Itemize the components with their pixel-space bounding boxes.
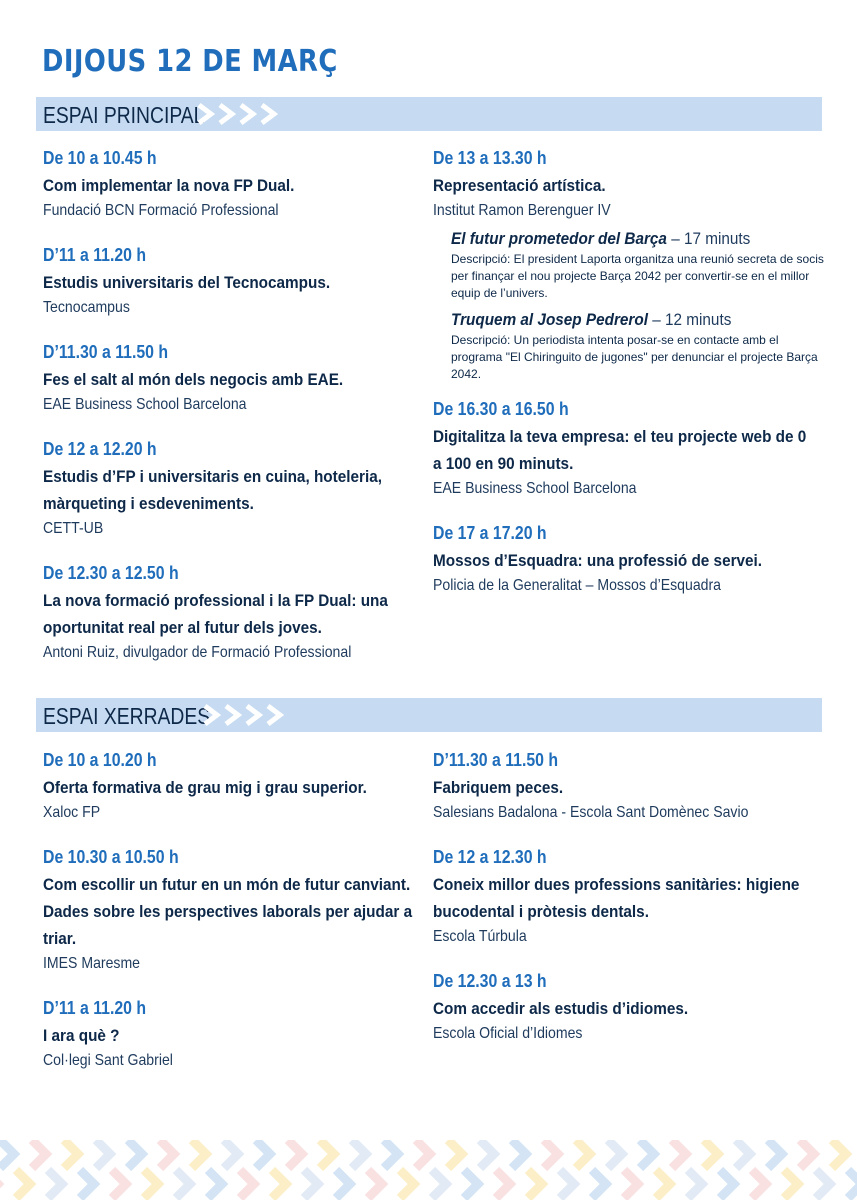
event-title: Mossos d’Esquadra: una professió de servei. bbox=[433, 551, 763, 570]
event-item bbox=[43, 561, 415, 665]
event-title: Oferta formativa de grau mig i grau superior. bbox=[43, 778, 367, 797]
chevron-mark bbox=[256, 1140, 270, 1168]
event-time: De 12 a 12.30 h bbox=[433, 847, 547, 867]
event-organizer: EAE Business School Barcelona bbox=[43, 396, 247, 413]
chevron-mark bbox=[208, 1170, 222, 1198]
chevron-mark bbox=[720, 1170, 734, 1198]
chevron-pattern-icon bbox=[0, 1140, 857, 1200]
event-time: De 13 a 13.30 h bbox=[433, 148, 547, 168]
event-title: Com accedir als estudis d’idiomes. bbox=[433, 999, 689, 1018]
event-item bbox=[43, 243, 415, 320]
chevron-mark bbox=[848, 1170, 857, 1198]
event-title: Coneix millor dues professions sanitàries: higiene bucodental i pròtesis dentals. bbox=[433, 875, 800, 921]
event-time: De 10 a 10.45 h bbox=[43, 148, 157, 168]
chevron-mark bbox=[592, 1170, 606, 1198]
event-organizer: Salesians Badalona - Escola Sant Domènec Savio bbox=[433, 804, 749, 821]
event-item bbox=[43, 437, 415, 541]
chevron-mark bbox=[48, 1170, 62, 1198]
chevron-mark bbox=[0, 1140, 14, 1168]
chevron-mark bbox=[640, 1140, 654, 1168]
performance-description: Descripció: El president Laporta organitza una reunió secreta de socis per finançar el nou projecte Barça 2042 per convertir-se en el millor equip de l’univers. bbox=[451, 252, 824, 300]
chevron-mark bbox=[752, 1170, 766, 1198]
event-organizer: Escola Túrbula bbox=[433, 928, 527, 945]
event-item bbox=[43, 748, 415, 825]
chevron-mark bbox=[224, 1140, 238, 1168]
event-title: Estudis d’FP i universitaris en cuina, hoteleria, màrqueting i esdeveniments. bbox=[43, 467, 382, 513]
chevron-mark bbox=[176, 1170, 190, 1198]
event-time: De 10 a 10.20 h bbox=[43, 750, 157, 770]
event-item bbox=[433, 748, 813, 825]
chevron-mark bbox=[128, 1140, 142, 1168]
event-item bbox=[433, 969, 813, 1046]
chevron-mark bbox=[496, 1170, 510, 1198]
decorative-chevron-band bbox=[0, 1140, 857, 1200]
event-title: Digitalitza la teva empresa: el teu projecte web de 0 a 100 en 90 minuts. bbox=[433, 427, 807, 473]
xerrades-left-column bbox=[43, 748, 415, 1093]
chevron-mark bbox=[688, 1170, 702, 1198]
event-item bbox=[43, 340, 415, 417]
event-time: D’11 a 11.20 h bbox=[43, 245, 147, 265]
section-label: ESPAI PRINCIPAL bbox=[43, 102, 205, 128]
chevron-mark bbox=[832, 1140, 846, 1168]
chevron-mark bbox=[368, 1170, 382, 1198]
chevron-mark bbox=[352, 1140, 366, 1168]
event-item bbox=[433, 146, 824, 383]
chevron-mark bbox=[384, 1140, 398, 1168]
performance-item bbox=[451, 227, 824, 302]
section-label: ESPAI XERRADES bbox=[43, 703, 211, 729]
performance-item bbox=[451, 308, 818, 383]
event-time: De 17 a 17.20 h bbox=[433, 523, 547, 543]
chevron-mark bbox=[512, 1140, 526, 1168]
event-item bbox=[43, 996, 415, 1073]
chevron-mark bbox=[464, 1170, 478, 1198]
chevron-mark bbox=[144, 1170, 158, 1198]
event-item bbox=[43, 146, 415, 223]
performance-duration: – 17 minuts bbox=[671, 229, 751, 248]
chevron-mark bbox=[800, 1140, 814, 1168]
section-header-espai-xerrades bbox=[36, 698, 822, 732]
event-title: Fabriquem peces. bbox=[433, 778, 564, 797]
chevron-mark bbox=[64, 1140, 78, 1168]
chevron-mark bbox=[480, 1140, 494, 1168]
event-time: De 10.30 a 10.50 h bbox=[43, 847, 179, 867]
event-item bbox=[433, 397, 813, 501]
chevron-mark bbox=[544, 1140, 558, 1168]
chevron-mark bbox=[288, 1140, 302, 1168]
event-title: Estudis universitaris del Tecnocampus. bbox=[43, 273, 331, 292]
chevron-mark bbox=[96, 1140, 110, 1168]
chevron-mark bbox=[112, 1170, 126, 1198]
event-time: D’11.30 a 11.50 h bbox=[43, 342, 169, 362]
principal-left-column bbox=[43, 146, 415, 685]
event-title: Com implementar la nova FP Dual. bbox=[43, 176, 295, 195]
day-title: DIJOUS 12 DE MARÇ bbox=[42, 44, 338, 79]
chevron-mark bbox=[320, 1140, 334, 1168]
event-time: De 12 a 12.20 h bbox=[43, 439, 157, 459]
chevron-mark bbox=[576, 1140, 590, 1168]
performance-duration: – 12 minuts bbox=[652, 310, 732, 329]
chevron-mark bbox=[272, 1170, 286, 1198]
chevron-mark bbox=[240, 1170, 254, 1198]
chevron-mark bbox=[80, 1170, 94, 1198]
chevron-mark bbox=[432, 1170, 446, 1198]
event-organizer: Policia de la Generalitat – Mossos d’Esquadra bbox=[433, 577, 722, 594]
chevron-mark bbox=[32, 1140, 46, 1168]
chevron-mark bbox=[336, 1170, 350, 1198]
event-organizer: Fundació BCN Formació Professional bbox=[43, 202, 279, 219]
chevron-mark bbox=[816, 1170, 830, 1198]
chevron-mark bbox=[608, 1140, 622, 1168]
chevron-mark bbox=[672, 1140, 686, 1168]
chevron-mark bbox=[16, 1170, 30, 1198]
event-time: D’11 a 11.20 h bbox=[43, 998, 147, 1018]
event-time: De 16.30 a 16.50 h bbox=[433, 399, 569, 419]
section-header-espai-principal bbox=[36, 97, 822, 131]
event-organizer: Institut Ramon Berenguer IV bbox=[433, 202, 611, 219]
event-organizer: EAE Business School Barcelona bbox=[433, 480, 637, 497]
event-time: De 12.30 a 12.50 h bbox=[43, 563, 179, 583]
event-item bbox=[43, 845, 415, 976]
event-title: Com escollir un futur en un món de futur canviant. Dades sobre les perspectives laborals per ajudar a triar. bbox=[43, 875, 413, 948]
chevron-mark bbox=[736, 1140, 750, 1168]
event-organizer: IMES Maresme bbox=[43, 955, 141, 972]
event-organizer: Tecnocampus bbox=[43, 299, 130, 316]
chevron-mark bbox=[400, 1170, 414, 1198]
chevron-mark bbox=[768, 1140, 782, 1168]
chevron-mark bbox=[416, 1140, 430, 1168]
principal-right-column bbox=[433, 146, 824, 618]
event-time: De 12.30 a 13 h bbox=[433, 971, 547, 991]
event-organizer: Xaloc FP bbox=[43, 804, 101, 821]
chevron-mark bbox=[448, 1140, 462, 1168]
event-title: Representació artística. bbox=[433, 176, 606, 195]
chevron-arrows-icon bbox=[203, 704, 284, 726]
chevron-mark bbox=[784, 1170, 798, 1198]
event-organizer: CETT-UB bbox=[43, 520, 104, 537]
performance-title: El futur prometedor del Barça bbox=[451, 229, 667, 248]
chevron-mark bbox=[560, 1170, 574, 1198]
chevron-mark bbox=[528, 1170, 542, 1198]
event-title: I ara què ? bbox=[43, 1026, 120, 1045]
event-item bbox=[433, 845, 813, 949]
event-organizer: Col·legi Sant Gabriel bbox=[43, 1052, 173, 1069]
event-organizer: Antoni Ruiz, divulgador de Formació Professional bbox=[43, 644, 352, 661]
chevron-mark bbox=[656, 1170, 670, 1198]
xerrades-right-column bbox=[433, 748, 813, 1066]
event-time: D’11.30 a 11.50 h bbox=[433, 750, 559, 770]
chevron-mark bbox=[192, 1140, 206, 1168]
event-item bbox=[433, 521, 813, 598]
chevron-mark bbox=[704, 1140, 718, 1168]
chevron-mark bbox=[304, 1170, 318, 1198]
chevron-arrows-icon bbox=[197, 103, 278, 125]
performance-description: Descripció: Un periodista intenta posar-se en contacte amb el programa "El Chiringuito de jugones" per denunciar el projecte Barça 2042. bbox=[451, 333, 818, 381]
event-organizer: Escola Oficial d’Idiomes bbox=[433, 1025, 583, 1042]
event-title: La nova formació professional i la FP Dual: una oportunitat real per al futur dels joves. bbox=[43, 591, 388, 637]
chevron-mark bbox=[160, 1140, 174, 1168]
chevron-mark bbox=[624, 1170, 638, 1198]
event-title: Fes el salt al món dels negocis amb EAE. bbox=[43, 370, 344, 389]
performance-title: Truquem al Josep Pedrerol bbox=[451, 310, 648, 329]
